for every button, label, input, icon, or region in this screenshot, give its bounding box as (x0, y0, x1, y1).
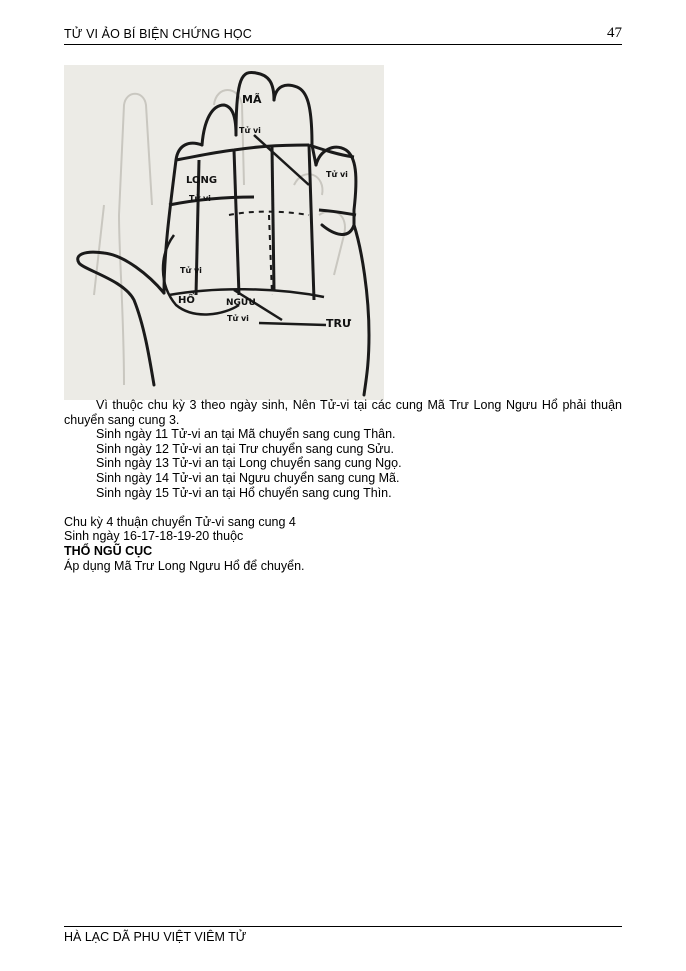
footer-text: HÀ LẠC DÃ PHU VIỆT VIÊM TỬ (64, 930, 247, 944)
apply-line: Áp dụng Mã Trư Long Ngưu Hổ để chuyển. (64, 558, 305, 573)
page-number: 47 (607, 25, 622, 41)
label-ma: MÃ (242, 93, 262, 106)
page-body (64, 398, 622, 573)
spacer (64, 500, 622, 515)
header-title: TỬ VI ẢO BÍ BIỆN CHỨNG HỌC (64, 27, 252, 41)
dashed-guide-lines (229, 212, 309, 295)
label-tu-vi-right: Tử vi (326, 170, 348, 179)
label-ho: HỔ (178, 295, 195, 306)
birth-line-12: Sinh ngày 12 Tử-vi an tại Trư chuyển sang cung Sửu. (96, 441, 394, 456)
label-tu-vi-long: Tử vi (189, 194, 211, 203)
label-tu-vi-ma: Tử vi (239, 126, 261, 135)
background-ghost-hand (94, 90, 345, 385)
days-line: Sinh ngày 16-17-18-19-20 thuộc (64, 529, 244, 544)
cycle-line: Chu kỳ 4 thuận chuyển Tử-vi sang cung 4 (64, 514, 296, 529)
finger-joint-lines (169, 145, 356, 300)
page-header (64, 25, 622, 45)
hand-diagram (64, 65, 384, 400)
birth-line-15: Sinh ngày 15 Tử-vi an tại Hổ chuyển sang cung Thìn. (96, 485, 392, 500)
section-title: THỔ NGŨ CỤC (64, 543, 153, 558)
label-nguu: NGƯU (226, 298, 256, 308)
intro-paragraph: Vì thuộc chu kỳ 3 theo ngày sinh, Nên Tử-vi tại các cung Mã Trư Long Ngưu Hổ phải thuận chuyển sang cung 3. (64, 398, 622, 427)
label-tu-vi-ho: Tử vi (180, 266, 202, 275)
label-tu-vi-nguu: Tử vi (227, 314, 249, 323)
hand-diagram-figure (64, 65, 384, 400)
label-tru: TRƯ (326, 317, 352, 330)
page-footer (64, 926, 622, 944)
birth-line-11: Sinh ngày 11 Tử-vi an tại Mã chuyển sang cung Thân. (96, 427, 396, 442)
label-long: LONG (186, 175, 218, 186)
birth-line-13: Sinh ngày 13 Tử-vi an tại Long chuyển sang cung Ngọ. (96, 456, 402, 471)
birth-line-14: Sinh ngày 14 Tử-vi an tại Ngưu chuyển sang cung Mã. (96, 470, 400, 485)
hand-outline (78, 72, 369, 395)
